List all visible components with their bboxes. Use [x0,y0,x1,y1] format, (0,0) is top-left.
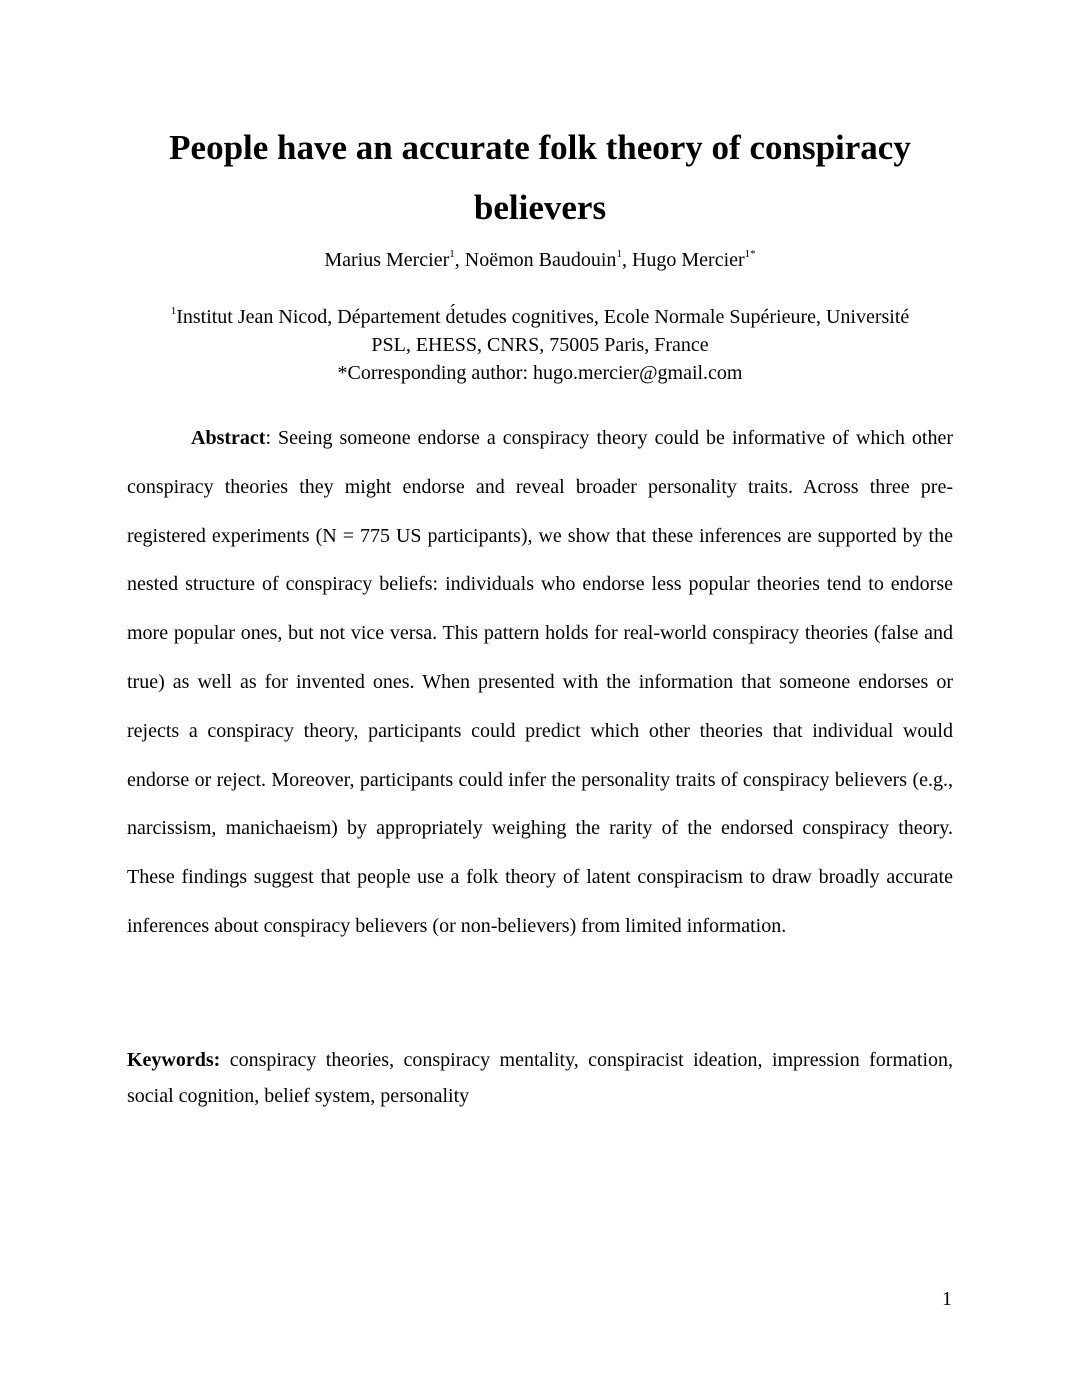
keywords [127,1042,953,1114]
author-affiliation-mark: 1 [449,248,455,261]
affiliation-text: Institut Jean Nicod, Département d́etudes cognitives, Ecole Normale Supérieure, Université [176,306,910,328]
author-name: Marius Mercier [324,249,450,271]
author-separator: , [454,249,465,271]
page-number: 1 [942,1288,952,1310]
keywords-text: conspiracy theories, conspiracy mentality, conspiracist ideation, impression formation, social cognition, belief system, personality [127,1049,953,1107]
abstract [127,414,953,951]
abstract-text: : Seeing someone endorse a conspiracy theory could be informative of which other conspiracy theories they might endorse and reveal broader personality traits. Across three pre-registered experiments (N = 775 US participants), we show that these inferences are supported by the nested structure of conspiracy beliefs: individuals who endorse less popular theories tend to endorse more popular ones, but not vice versa. This pattern holds for real-world conspiracy theories (false and true) as well as for invented ones. When presented with the information that someone endorses or rejects a conspiracy theory, participants could predict which other theories that individual would endorse or reject. Moreover, participants could infer the personality traits of conspiracy believers (e.g., narcissism, manichaeism) by appropriately weighing the rarity of the endorsed conspiracy theory. These findings suggest that people use a folk theory of latent conspiracism to draw broadly accurate inferences about conspiracy believers (or non-believers) from limited information. [127,427,953,937]
author-name: Noëmon Baudouin [464,249,617,271]
paper-title: People have an accurate folk theory of conspiracy believers [169,128,911,227]
affiliation-block [127,303,953,387]
corresponding-author: *Corresponding author: hugo.mercier@gmail.com [337,362,743,384]
author-list [127,246,953,274]
author-affiliation-mark: 1 [616,248,622,261]
affiliation-mark: 1 [170,305,177,318]
affiliation-line-2: PSL, EHESS, CNRS, 75005 Paris, France [371,334,709,356]
affiliation-line [127,303,953,331]
abstract-label: Abstract [191,427,266,449]
keywords-label: Keywords: [127,1049,221,1071]
author-name: Hugo Mercier [631,249,745,271]
author-separator: , [621,249,632,271]
author-affiliation-mark: 1* [744,248,756,261]
